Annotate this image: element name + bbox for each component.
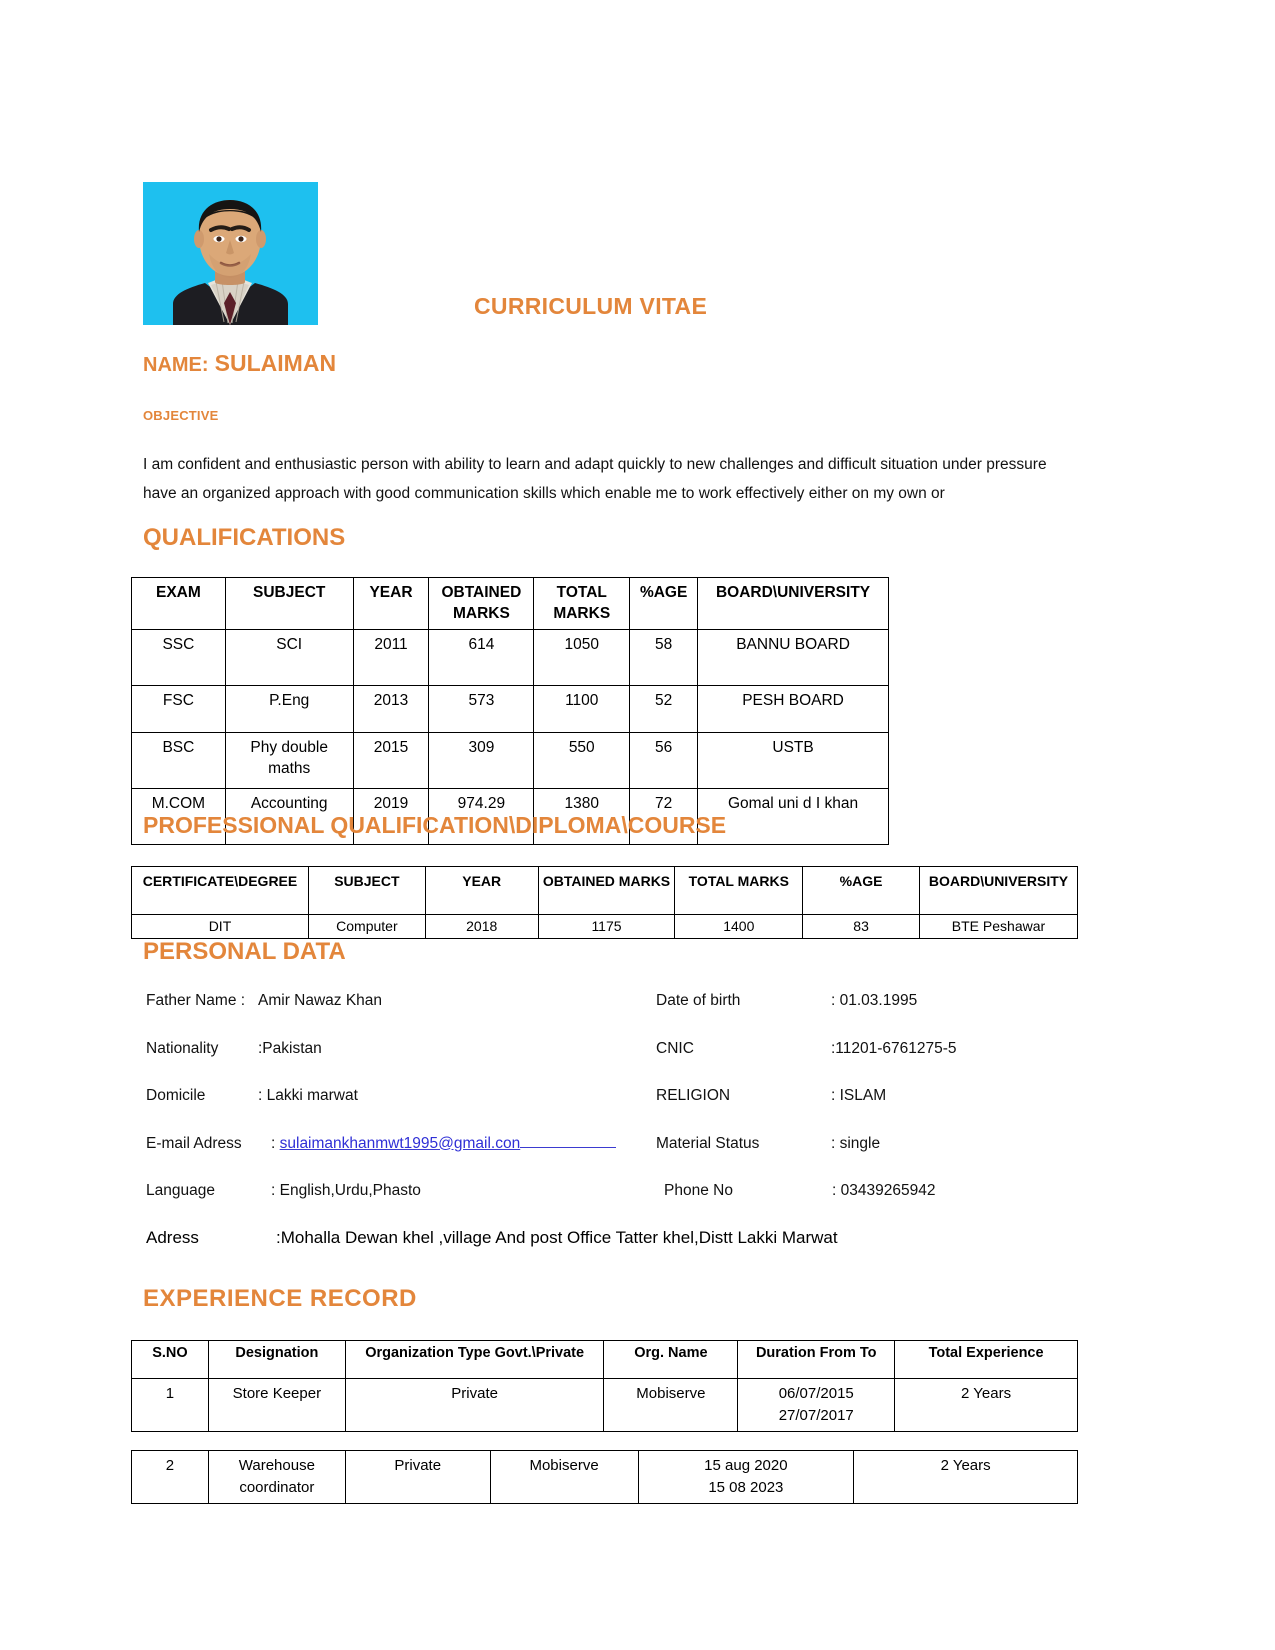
personal-data-row	[146, 992, 1066, 1040]
father-name-label: Father Name :	[146, 992, 246, 1009]
cell-percent: 58	[630, 630, 698, 686]
marital-status-label: Material Status	[656, 1134, 760, 1152]
duration-from: 15 aug 2020	[704, 1457, 788, 1474]
cell-subject: Phy double maths	[225, 733, 353, 789]
name-label: NAME:	[143, 354, 209, 376]
cell-obtained: 1175	[538, 915, 675, 939]
candidate-name	[143, 350, 336, 377]
language-value: : English,Urdu,Phasto	[271, 1182, 421, 1199]
cell-designation: Warehouse coordinator	[208, 1451, 345, 1504]
cnic-label: CNIC	[656, 1039, 694, 1057]
personal-data-heading: PERSONAL DATA	[143, 938, 346, 965]
cell-total-experience: 2 Years	[854, 1451, 1078, 1504]
table-header-row	[132, 578, 889, 630]
cell-org-type: Private	[345, 1379, 604, 1432]
cell-percent: 83	[803, 915, 920, 939]
personal-field-religion	[656, 1087, 1066, 1105]
col-year: YEAR	[425, 867, 538, 915]
domicile-label: Domicile	[146, 1087, 206, 1104]
cell-sno: 2	[132, 1451, 209, 1504]
qualifications-table	[131, 577, 889, 845]
cell-org-type: Private	[345, 1451, 490, 1504]
qualifications-heading: QUALIFICATIONS	[143, 524, 346, 551]
cell-org-name: Mobiserve	[490, 1451, 638, 1504]
col-org-name: Org. Name	[604, 1341, 738, 1379]
cell-exam: SSC	[132, 630, 226, 686]
cell-subject: Computer	[308, 915, 425, 939]
cell-exam: BSC	[132, 733, 226, 789]
personal-data-row	[146, 1040, 1066, 1088]
table-row	[132, 1451, 1078, 1504]
col-percentage: %AGE	[630, 578, 698, 630]
cell-board: BTE Peshawar	[919, 915, 1077, 939]
cell-subject: SCI	[225, 630, 353, 686]
col-certificate-degree: CERTIFICATE\DEGREE	[132, 867, 309, 915]
cell-percent: 52	[630, 686, 698, 733]
table-row	[132, 1379, 1078, 1432]
personal-field-date-of-birth	[656, 992, 1066, 1010]
nationality-label: Nationality	[146, 1039, 219, 1057]
marital-status-value: : single	[831, 1134, 881, 1152]
personal-data-row	[146, 1182, 1066, 1230]
cell-exam: M.COM	[132, 789, 226, 845]
cell-board: Gomal uni d I khan	[698, 789, 889, 845]
cell-total: 1100	[534, 686, 630, 733]
cell-board: BANNU BOARD	[698, 630, 889, 686]
professional-qualification-heading: PROFESSIONAL QUALIFICATION\DIPLOMA\COURSE	[143, 812, 727, 838]
personal-field-language	[146, 1182, 656, 1200]
cell-total: 550	[534, 733, 630, 789]
personal-field-father-name	[146, 992, 656, 1010]
duration-to: 15 08 2023	[708, 1479, 784, 1496]
professional-qualification-table	[131, 866, 1078, 939]
cell-duration	[738, 1379, 895, 1432]
father-name-value: Amir Nawaz Khan	[258, 992, 383, 1009]
cell-year: 2015	[353, 733, 429, 789]
cell-subject: Accounting	[225, 789, 353, 845]
personal-data-row	[146, 1135, 1066, 1183]
phone-value: : 03439265942	[832, 1182, 936, 1199]
col-duration: Duration From To	[738, 1341, 895, 1379]
col-total-marks: TOTAL MARKS	[534, 578, 630, 630]
date-of-birth-value: : 01.03.1995	[831, 992, 918, 1009]
cell-designation: Store Keeper	[208, 1379, 345, 1432]
cell-subject: P.Eng	[225, 686, 353, 733]
col-board-university: BOARD\UNIVERSITY	[698, 578, 889, 630]
cell-year: 2011	[353, 630, 429, 686]
date-of-birth-label: Date of birth	[656, 992, 741, 1009]
table-header-row	[132, 867, 1078, 915]
experience-record-heading: EXPERIENCE RECORD	[143, 1285, 417, 1312]
table-row	[132, 733, 889, 789]
personal-field-nationality	[146, 1040, 656, 1058]
cell-exam: FSC	[132, 686, 226, 733]
cell-total: 1380	[534, 789, 630, 845]
cell-board: PESH BOARD	[698, 686, 889, 733]
cell-obtained: 309	[429, 733, 534, 789]
col-percentage: %AGE	[803, 867, 920, 915]
personal-field-email	[146, 1135, 656, 1153]
cell-total: 1400	[675, 915, 803, 939]
duration-from: 06/07/2015	[778, 1385, 854, 1402]
cell-percent: 56	[630, 733, 698, 789]
personal-data-grid	[146, 992, 1066, 1230]
cell-year: 2018	[425, 915, 538, 939]
cell-total-experience: 2 Years	[895, 1379, 1078, 1432]
email-label: E-mail Adress	[146, 1134, 242, 1152]
col-sno: S.NO	[132, 1341, 209, 1379]
duration-to: 27/07/2017	[778, 1407, 854, 1424]
cell-certificate: DIT	[132, 915, 309, 939]
cell-percent: 72	[630, 789, 698, 845]
experience-table-continued	[131, 1450, 1078, 1504]
profile-photo	[143, 182, 318, 325]
col-board-university: BOARD\UNIVERSITY	[919, 867, 1077, 915]
personal-field-address	[146, 1228, 838, 1248]
page-title: CURRICULUM VITAE	[474, 293, 708, 319]
table-row	[132, 630, 889, 686]
table-header-row	[132, 1341, 1078, 1379]
cell-sno: 1	[132, 1379, 209, 1432]
col-exam: EXAM	[132, 578, 226, 630]
cell-obtained: 614	[429, 630, 534, 686]
address-value: :Mohalla Dewan khel ,village And post Office Tatter khel,Distt Lakki Marwat	[276, 1228, 838, 1247]
email-value-wrap: : sulaimankhanmwt1995@gmail.con	[271, 1135, 616, 1153]
col-designation: Designation	[208, 1341, 345, 1379]
col-obtained-marks: OBTAINED MARKS	[429, 578, 534, 630]
objective-heading: OBJECTIVE	[143, 408, 219, 423]
address-label: Adress	[146, 1228, 199, 1247]
col-organization-type: Organization Type Govt.\Private	[345, 1341, 604, 1379]
col-total-experience: Total Experience	[895, 1341, 1078, 1379]
table-row	[132, 915, 1078, 939]
email-link[interactable]: sulaimankhanmwt1995@gmail.con	[279, 1134, 521, 1152]
personal-data-row	[146, 1087, 1066, 1135]
personal-field-marital-status	[656, 1135, 1066, 1153]
objective-text: I am confident and enthusiastic person with ability to learn and adapt quickly to new challenges and difficult situation under pressure have an organized approach with good communication skills which enable me to work effectively either on my own or	[143, 456, 1047, 502]
cell-obtained: 573	[429, 686, 534, 733]
personal-field-cnic	[656, 1040, 1066, 1058]
religion-value: : ISLAM	[831, 1087, 887, 1104]
phone-label: Phone No	[664, 1182, 733, 1199]
experience-table	[131, 1340, 1078, 1432]
table-row	[132, 686, 889, 733]
cell-year: 2019	[353, 789, 429, 845]
col-total-marks: TOTAL MARKS	[675, 867, 803, 915]
personal-field-domicile	[146, 1087, 656, 1105]
col-subject: SUBJECT	[308, 867, 425, 915]
col-obtained-marks: OBTAINED MARKS	[538, 867, 675, 915]
cell-org-name: Mobiserve	[604, 1379, 738, 1432]
cell-obtained: 974.29	[429, 789, 534, 845]
col-subject: SUBJECT	[225, 578, 353, 630]
language-label: Language	[146, 1182, 215, 1199]
cell-total: 1050	[534, 630, 630, 686]
nationality-value: :Pakistan	[258, 1039, 322, 1057]
religion-label: RELIGION	[656, 1087, 731, 1104]
cell-duration	[638, 1451, 854, 1504]
name-value: SULAIMAN	[214, 350, 337, 376]
cnic-value: :11201-6761275-5	[831, 1039, 957, 1057]
personal-field-phone	[656, 1182, 1066, 1200]
cell-board: USTB	[698, 733, 889, 789]
cell-year: 2013	[353, 686, 429, 733]
email-underline-filler	[520, 1147, 616, 1148]
col-year: YEAR	[353, 578, 429, 630]
domicile-value: : Lakki marwat	[258, 1087, 358, 1104]
